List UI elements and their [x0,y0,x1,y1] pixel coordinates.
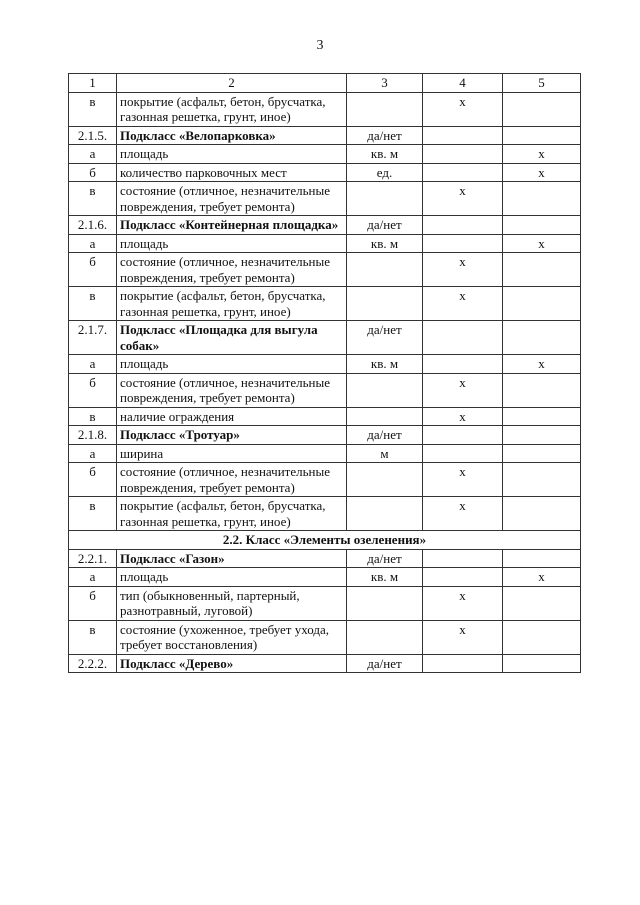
attribute-row [69,287,581,321]
header-cell: 2 [117,74,347,93]
column-5-cell [503,253,581,287]
row-number-cell: 2.1.8. [69,426,117,445]
column-4-cell: х [423,463,503,497]
unit-cell: да/нет [347,126,423,145]
row-number-cell: 2.2.1. [69,549,117,568]
column-4-cell [423,126,503,145]
column-5-cell [503,407,581,426]
unit-cell [347,620,423,654]
row-description-cell: площадь [117,234,347,253]
unit-cell: кв. м [347,568,423,587]
column-4-cell: х [423,586,503,620]
row-description-cell: Подкласс «Контейнерная площадка» [117,216,347,235]
attribute-row [69,620,581,654]
row-description-cell: Подкласс «Велопарковка» [117,126,347,145]
header-cell: 4 [423,74,503,93]
row-number-cell: а [69,355,117,374]
column-5-cell: х [503,163,581,182]
unit-cell: м [347,444,423,463]
column-5-cell [503,654,581,673]
table-header-row [69,74,581,93]
row-description-cell: состояние (ухоженное, требует ухода, требует восстановления) [117,620,347,654]
column-5-cell [503,463,581,497]
attribute-row [69,407,581,426]
column-4-cell: х [423,287,503,321]
unit-cell: кв. м [347,145,423,164]
column-5-cell [503,549,581,568]
table-body [69,74,581,673]
row-description-cell: площадь [117,355,347,374]
column-4-cell [423,321,503,355]
row-number-cell: в [69,620,117,654]
row-description-cell: состояние (отличное, незначительные повреждения, требует ремонта) [117,253,347,287]
unit-cell [347,182,423,216]
attribute-row [69,497,581,531]
column-4-cell: х [423,253,503,287]
header-cell: 5 [503,74,581,93]
attribute-row [69,568,581,587]
attribute-row [69,92,581,126]
column-4-cell [423,163,503,182]
column-5-cell: х [503,568,581,587]
column-4-cell: х [423,373,503,407]
column-5-cell [503,126,581,145]
row-number-cell: б [69,586,117,620]
column-5-cell [503,586,581,620]
attributes-table [68,73,581,673]
attribute-row [69,145,581,164]
row-description-cell: состояние (отличное, незначительные повреждения, требует ремонта) [117,182,347,216]
row-number-cell: б [69,463,117,497]
unit-cell: да/нет [347,216,423,235]
column-5-cell: х [503,355,581,374]
row-number-cell: а [69,444,117,463]
unit-cell: да/нет [347,654,423,673]
column-5-cell [503,373,581,407]
subclass-row [69,549,581,568]
unit-cell [347,253,423,287]
column-4-cell: х [423,407,503,426]
unit-cell: да/нет [347,549,423,568]
header-cell: 1 [69,74,117,93]
column-5-cell [503,92,581,126]
attribute-row [69,234,581,253]
row-description-cell: тип (обыкновенный, партерный, разнотравный, луговой) [117,586,347,620]
row-number-cell: а [69,568,117,587]
row-number-cell: 2.1.5. [69,126,117,145]
column-4-cell [423,568,503,587]
attribute-row [69,463,581,497]
unit-cell [347,407,423,426]
column-4-cell: х [423,620,503,654]
column-4-cell: х [423,497,503,531]
row-number-cell: в [69,497,117,531]
column-5-cell [503,426,581,445]
subclass-row [69,654,581,673]
row-number-cell: в [69,182,117,216]
column-5-cell [503,497,581,531]
row-number-cell: а [69,234,117,253]
row-number-cell: в [69,407,117,426]
row-number-cell: б [69,373,117,407]
column-4-cell [423,355,503,374]
attribute-row [69,163,581,182]
attribute-row [69,586,581,620]
page-number: 3 [316,38,324,53]
row-description-cell: количество парковочных мест [117,163,347,182]
column-4-cell: х [423,182,503,216]
row-number-cell: в [69,287,117,321]
column-5-cell [503,287,581,321]
column-5-cell [503,321,581,355]
column-4-cell [423,234,503,253]
row-description-cell: площадь [117,145,347,164]
unit-cell [347,92,423,126]
section-header-row [69,531,581,550]
unit-cell [347,373,423,407]
row-number-cell: б [69,253,117,287]
attribute-row [69,355,581,374]
column-5-cell [503,216,581,235]
column-5-cell [503,182,581,216]
subclass-row [69,321,581,355]
column-4-cell [423,216,503,235]
unit-cell [347,586,423,620]
unit-cell: ед. [347,163,423,182]
row-description-cell: состояние (отличное, незначительные повреждения, требует ремонта) [117,373,347,407]
row-description-cell: Подкласс «Тротуар» [117,426,347,445]
row-description-cell: состояние (отличное, незначительные повреждения, требует ремонта) [117,463,347,497]
column-4-cell [423,145,503,164]
row-description-cell: Подкласс «Дерево» [117,654,347,673]
column-4-cell: х [423,92,503,126]
row-number-cell: 2.1.6. [69,216,117,235]
unit-cell: кв. м [347,234,423,253]
column-5-cell [503,620,581,654]
attribute-row [69,444,581,463]
unit-cell [347,497,423,531]
column-4-cell [423,426,503,445]
column-4-cell [423,444,503,463]
row-description-cell: наличие ограждения [117,407,347,426]
subclass-row [69,126,581,145]
row-number-cell: 2.2.2. [69,654,117,673]
unit-cell [347,287,423,321]
unit-cell [347,463,423,497]
unit-cell: да/нет [347,426,423,445]
row-description-cell: ширина [117,444,347,463]
subclass-row [69,216,581,235]
column-4-cell [423,549,503,568]
attribute-row [69,182,581,216]
column-5-cell: х [503,234,581,253]
row-description-cell: покрытие (асфальт, бетон, брусчатка, газонная решетка, грунт, иное) [117,497,347,531]
attribute-row [69,373,581,407]
subclass-row [69,426,581,445]
row-number-cell: в [69,92,117,126]
row-number-cell: 2.1.7. [69,321,117,355]
row-description-cell: покрытие (асфальт, бетон, брусчатка, газонная решетка, грунт, иное) [117,287,347,321]
row-number-cell: а [69,145,117,164]
column-5-cell [503,444,581,463]
unit-cell: кв. м [347,355,423,374]
header-cell: 3 [347,74,423,93]
row-description-cell: покрытие (асфальт, бетон, брусчатка, газонная решетка, грунт, иное) [117,92,347,126]
column-4-cell [423,654,503,673]
column-5-cell: х [503,145,581,164]
row-number-cell: б [69,163,117,182]
row-description-cell: площадь [117,568,347,587]
section-title: 2.2. Класс «Элементы озеленения» [69,531,581,550]
unit-cell: да/нет [347,321,423,355]
row-description-cell: Подкласс «Газон» [117,549,347,568]
attribute-row [69,253,581,287]
row-description-cell: Подкласс «Площадка для выгула собак» [117,321,347,355]
